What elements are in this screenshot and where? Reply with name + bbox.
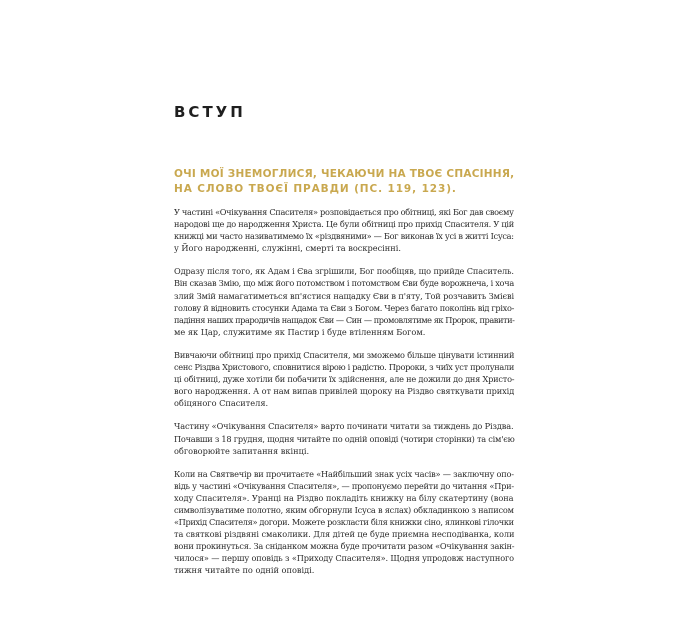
text-line: у Його народженні, служінні, смерті та воскресінні.: [174, 243, 401, 254]
text-line: ці обітниці, дуже хотіли би побачити їх здійснення, але не дожили до дня Христо-: [174, 374, 515, 385]
text-line: Почавши з 18 грудня, щодня читайте по одній оповіді (чотири сторінки) та сім'єю: [174, 433, 515, 444]
chapter-title: ВСТУП: [174, 103, 246, 121]
text-line: книжці ми часто називатимемо їх «різдвяними» — Бог виконав їх усі в житті Ісуса:: [174, 231, 514, 242]
text-line: «Прихід Спасителя» догори. Можете розкласти біля книжки сіно, ялинкові гілочки: [174, 517, 514, 528]
text-line: народові ще до народження Христа. Це були обітниці про прихід Спасителя. У цій: [174, 219, 514, 230]
text-line: тижня читайте по одній оповіді.: [174, 565, 315, 576]
text-line: Одразу після того, як Адам і Єва згрішили, Бог пообіцяв, що прийде Спаситель.: [174, 266, 514, 277]
paragraph-1: [174, 206, 514, 254]
text-line: Він сказав Змію, що між його потомством і потомством Єви буде ворожнеча, і хоча: [174, 278, 514, 289]
text-line: сенс Різдва Христового, сповнитися вірою і радістю. Пророки, з чиїх уст пролунали: [174, 362, 514, 373]
paragraph-2: [174, 265, 514, 338]
text-line: обговорюйте запитання вкінці.: [174, 445, 310, 456]
text-line: та святкові різдвяні смаколики. Для дітей це буде приємна несподіванка, коли: [174, 529, 515, 540]
text-line: голову й відновить стосунки Адама та Єви з Богом. Через багато поколінь від гріхо-: [174, 302, 515, 313]
text-line: Частину «Очікування Спасителя» варто починати читати за тиждень до Різдва.: [174, 421, 514, 432]
text-line: символізуватиме полотно, яким обгорнули Ісуса в яслах) обкладинкою з написом: [174, 504, 514, 515]
text-line: Коли на Святвечір ви прочитаєте «Найбільший знак усіх часів» — заключну опо-: [174, 468, 514, 479]
text-line: злий Змій намагатиметься вп'ястися нащадку Єви в п'яту, Той розчавить Змієві: [174, 290, 514, 301]
paragraph-5: [174, 468, 514, 577]
text-line: відь у частині «Очікування Спасителя», — пропонуємо перейти до читання «При-: [174, 480, 514, 491]
text-line: падіння наших прародичів нащадок Єви — Син — промовлятиме як Пророк, правити-: [174, 314, 515, 325]
text-line: чилося» — першу оповідь з «Приходу Спасителя». Щодня упродовж наступного: [174, 553, 514, 564]
text-line: ме як Цар, служитиме як Пастир і буде втіленням Богом.: [174, 326, 426, 337]
body-text: [174, 206, 514, 588]
text-line: вого народження. А от нам випав привілей щороку на Різдво святкувати прихід: [174, 386, 515, 397]
text-line: вони прокинуться. За сніданком можна буде прочитати разом «Очікування закін-: [174, 541, 515, 552]
text-line: ходу Спасителя». Уранці на Різдво покладіть книжку на білу скатертину (вона: [174, 492, 514, 503]
paragraph-4: [174, 420, 514, 456]
text-line: Вивчаючи обітниці про прихід Спасителя, ми зможемо більше цінувати істинний: [174, 349, 515, 360]
epigraph-line: НА СЛОВО ТВОЄЇ ПРАВДИ (ПС. 119, 123).: [174, 183, 457, 195]
paragraph-3: [174, 349, 514, 409]
epigraph-line: ОЧІ МОЇ ЗНЕМОГЛИСЯ, ЧЕКАЮЧИ НА ТВОЄ СПАСІННЯ,: [174, 168, 515, 180]
text-line: обіцяного Спасителя.: [174, 398, 269, 409]
epigraph: [174, 167, 514, 197]
text-line: У частині «Очікування Спасителя» розповідається про обітниці, які Бог дав своєму: [174, 207, 514, 217]
